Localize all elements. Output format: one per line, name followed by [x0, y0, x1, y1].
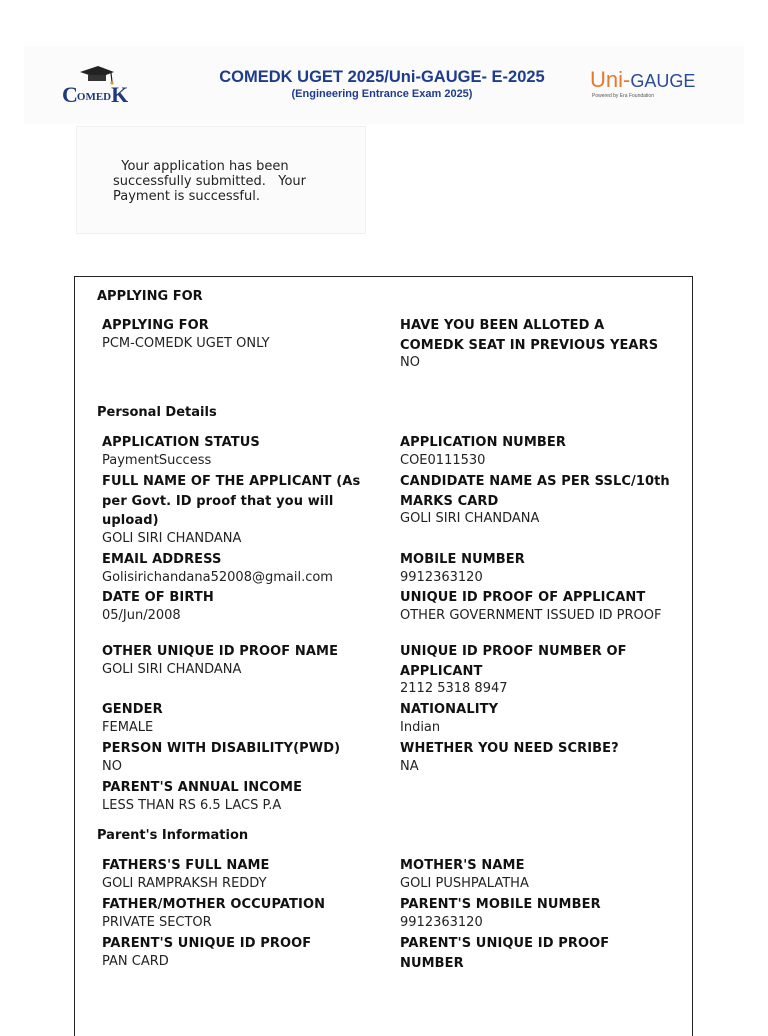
header-banner [24, 46, 744, 124]
field-gender: GENDER FEMALE [102, 702, 163, 735]
notice-text: Your application has been successfully submitted. Your Payment is successful. [113, 159, 306, 204]
field-scribe: WHETHER YOU NEED SCRIBE? NA [400, 741, 619, 774]
field-application-status: APPLICATION STATUS PaymentSuccess [102, 435, 260, 468]
field-nationality: NATIONALITY Indian [400, 702, 499, 735]
field-parent-id-number: PARENT'S UNIQUE ID PROOF NUMBER [400, 936, 610, 971]
field-mother-name: MOTHER'S NAME GOLI PUSHPALATHA [400, 858, 529, 891]
section-parent-info: Parent's Information [97, 828, 249, 843]
field-pwd: PERSON WITH DISABILITY(PWD) NO [102, 741, 341, 774]
field-sslc-name: CANDIDATE NAME AS PER SSLC/10th MARKS CARD GOLI SIRI CHANDANA [400, 474, 670, 526]
field-application-number: APPLICATION NUMBER COE0111530 [400, 435, 566, 468]
field-id-proof: UNIQUE ID PROOF OF APPLICANT OTHER GOVERNMENT ISSUED ID PROOF [400, 590, 662, 623]
field-email: EMAIL ADDRESS Golisirichandana52008@gmail.com [102, 552, 333, 585]
field-mobile: MOBILE NUMBER 9912363120 [400, 552, 525, 585]
field-parent-mobile: PARENT'S MOBILE NUMBER 9912363120 [400, 897, 601, 930]
uni-gauge-logo: Uni-GAUGE Powered by Era Foundation [590, 67, 696, 99]
field-dob: DATE OF BIRTH 05/Jun/2008 [102, 590, 214, 623]
section-personal-details: Personal Details [97, 405, 217, 420]
field-alloted-before: HAVE YOU BEEN ALLOTED A COMEDK SEAT IN PREVIOUS YEARS NO [400, 318, 659, 370]
page-subtitle: (Engineering Entrance Exam 2025) [291, 88, 473, 100]
submission-notice [76, 126, 366, 234]
field-occupation: FATHER/MOTHER OCCUPATION PRIVATE SECTOR [102, 897, 326, 930]
application-details [74, 276, 693, 1036]
section-applying-for: APPLYING FOR [97, 289, 203, 304]
field-full-name: FULL NAME OF THE APPLICANT (As per Govt. ID proof that you will upload) GOLI SIRI CHANDANA [102, 474, 361, 546]
field-parent-id-proof: PARENT'S UNIQUE ID PROOF PAN CARD [102, 936, 312, 969]
comedk-logo: COMEDK [62, 62, 138, 108]
page-title: COMEDK UGET 2025/Uni-GAUGE- E-2025 [219, 68, 545, 86]
field-annual-income: PARENT'S ANNUAL INCOME LESS THAN RS 6.5 LACS P.A [102, 780, 303, 813]
field-id-number: UNIQUE ID PROOF NUMBER OF APPLICANT 2112 5318 8947 [400, 644, 627, 696]
field-other-id-name: OTHER UNIQUE ID PROOF NAME GOLI SIRI CHANDANA [102, 644, 339, 677]
field-father-name: FATHERS'S FULL NAME GOLI RAMPRAKSH REDDY [102, 858, 270, 891]
field-applying-for: APPLYING FOR PCM-COMEDK UGET ONLY [102, 318, 270, 351]
